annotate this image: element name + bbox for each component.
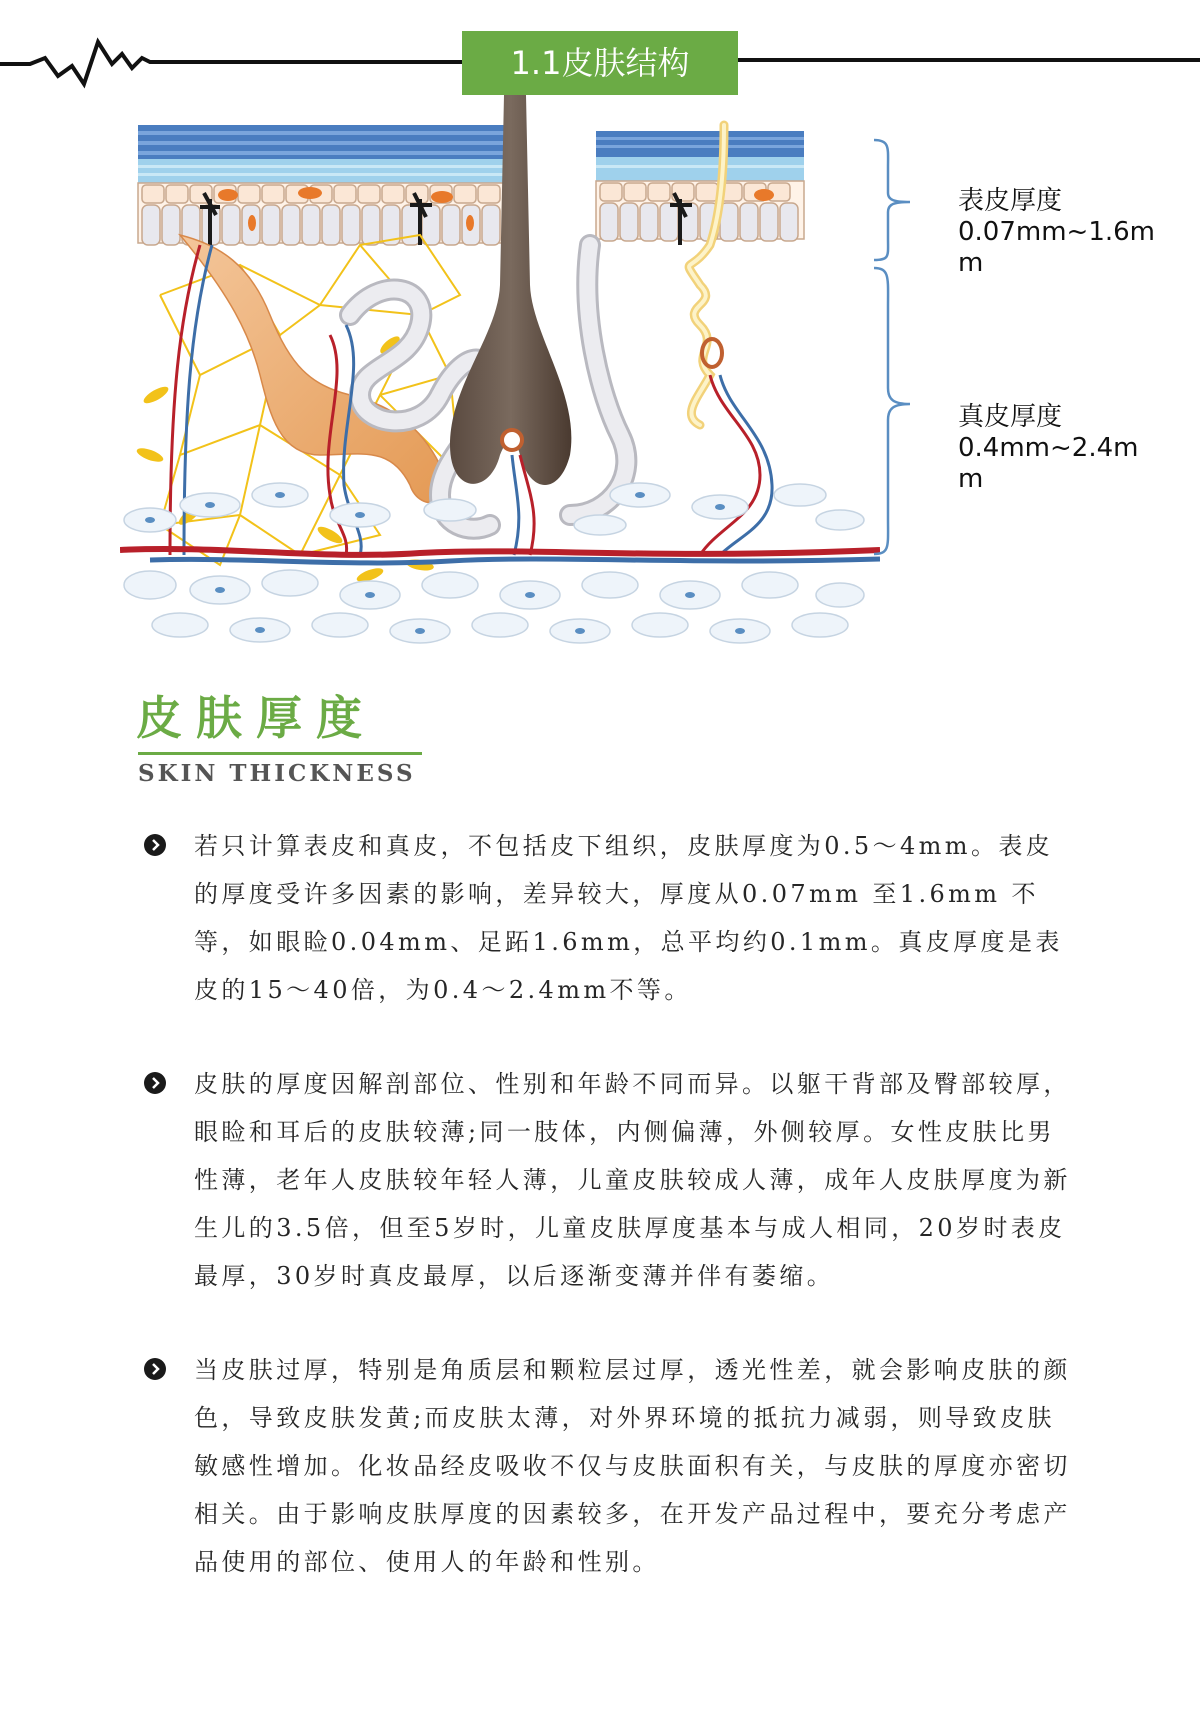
- chevron-bullet-icon: [144, 1072, 166, 1094]
- top-bar: [0, 0, 1200, 110]
- section-heading-en: SKIN THICKNESS: [138, 760, 416, 787]
- skin-structure-illustration: [120, 95, 880, 670]
- paragraph-text: 若只计算表皮和真皮，不包括皮下组织，皮肤厚度为0.5～4mm。表皮的厚度受许多因素的影响，差异较大，厚度从0.07mm 至1.6mm 不等，如眼睑0.04mm、足跖1.6mm，总平均约0.1mm。真皮厚度是表皮的15～40倍，为0.4～2.4mm不等。: [194, 832, 1063, 1004]
- paragraph-item: [140, 822, 1080, 1014]
- section-heading-zh: 皮肤厚度: [136, 691, 376, 745]
- paragraph-item: [140, 1060, 1080, 1300]
- paragraph-item: [140, 1346, 1080, 1586]
- epidermis-label-value: 0.07mm~1.6mm: [958, 217, 1156, 278]
- paragraph-text: 皮肤的厚度因解剖部位、性别和年龄不同而异。以躯干背部及臀部较厚，眼睑和耳后的皮肤较薄;同一肢体，内侧偏薄，外侧较厚。女性皮肤比男性薄，老年人皮肤较年轻人薄，儿童皮肤较成人薄，成年人皮肤厚度为新生儿的3.5倍，但至5岁时，儿童皮肤厚度基本与成人相同，20岁时表皮最厚，30岁时真皮最厚，以后逐渐变薄并伴有萎缩。: [194, 1070, 1071, 1290]
- dermis-label-value: 0.4mm~2.4mm: [958, 433, 1139, 494]
- section-title-tag: 1.1皮肤结构: [462, 31, 738, 95]
- epidermal-cells-left: [138, 183, 518, 245]
- dermis-thickness-label: [958, 402, 1158, 495]
- body-paragraphs: [140, 822, 1080, 1632]
- skin-diagram-icon: [120, 95, 880, 670]
- chevron-bullet-icon: [144, 834, 166, 856]
- chevron-bullet-icon: [144, 1358, 166, 1380]
- stratum-corneum-left: [138, 125, 518, 183]
- hair-papilla: [502, 430, 522, 450]
- epidermis-thickness-label: [958, 186, 1158, 279]
- epidermal-cells-right: [596, 181, 804, 241]
- paragraph-text: 当皮肤过厚，特别是角质层和颗粒层过厚，透光性差，就会影响皮肤的颜色，导致皮肤发黄;而皮肤太薄，对外界环境的抵抗力减弱，则导致皮肤敏感性增加。化妆品经皮吸收不仅与皮肤面积有关，与皮肤的厚度亦密切相关。由于影响皮肤厚度的因素较多，在开发产品过程中，要充分考虑产品使用的部位、使用人的年龄和性别。: [194, 1356, 1071, 1576]
- heading-underline: [138, 752, 422, 755]
- stratum-corneum-right: [596, 131, 804, 181]
- dermis-label-title: 真皮厚度: [958, 402, 1063, 432]
- thickness-braces-icon: [870, 138, 920, 558]
- epidermis-label-title: 表皮厚度: [958, 186, 1063, 216]
- sebaceous-gland: [180, 235, 446, 502]
